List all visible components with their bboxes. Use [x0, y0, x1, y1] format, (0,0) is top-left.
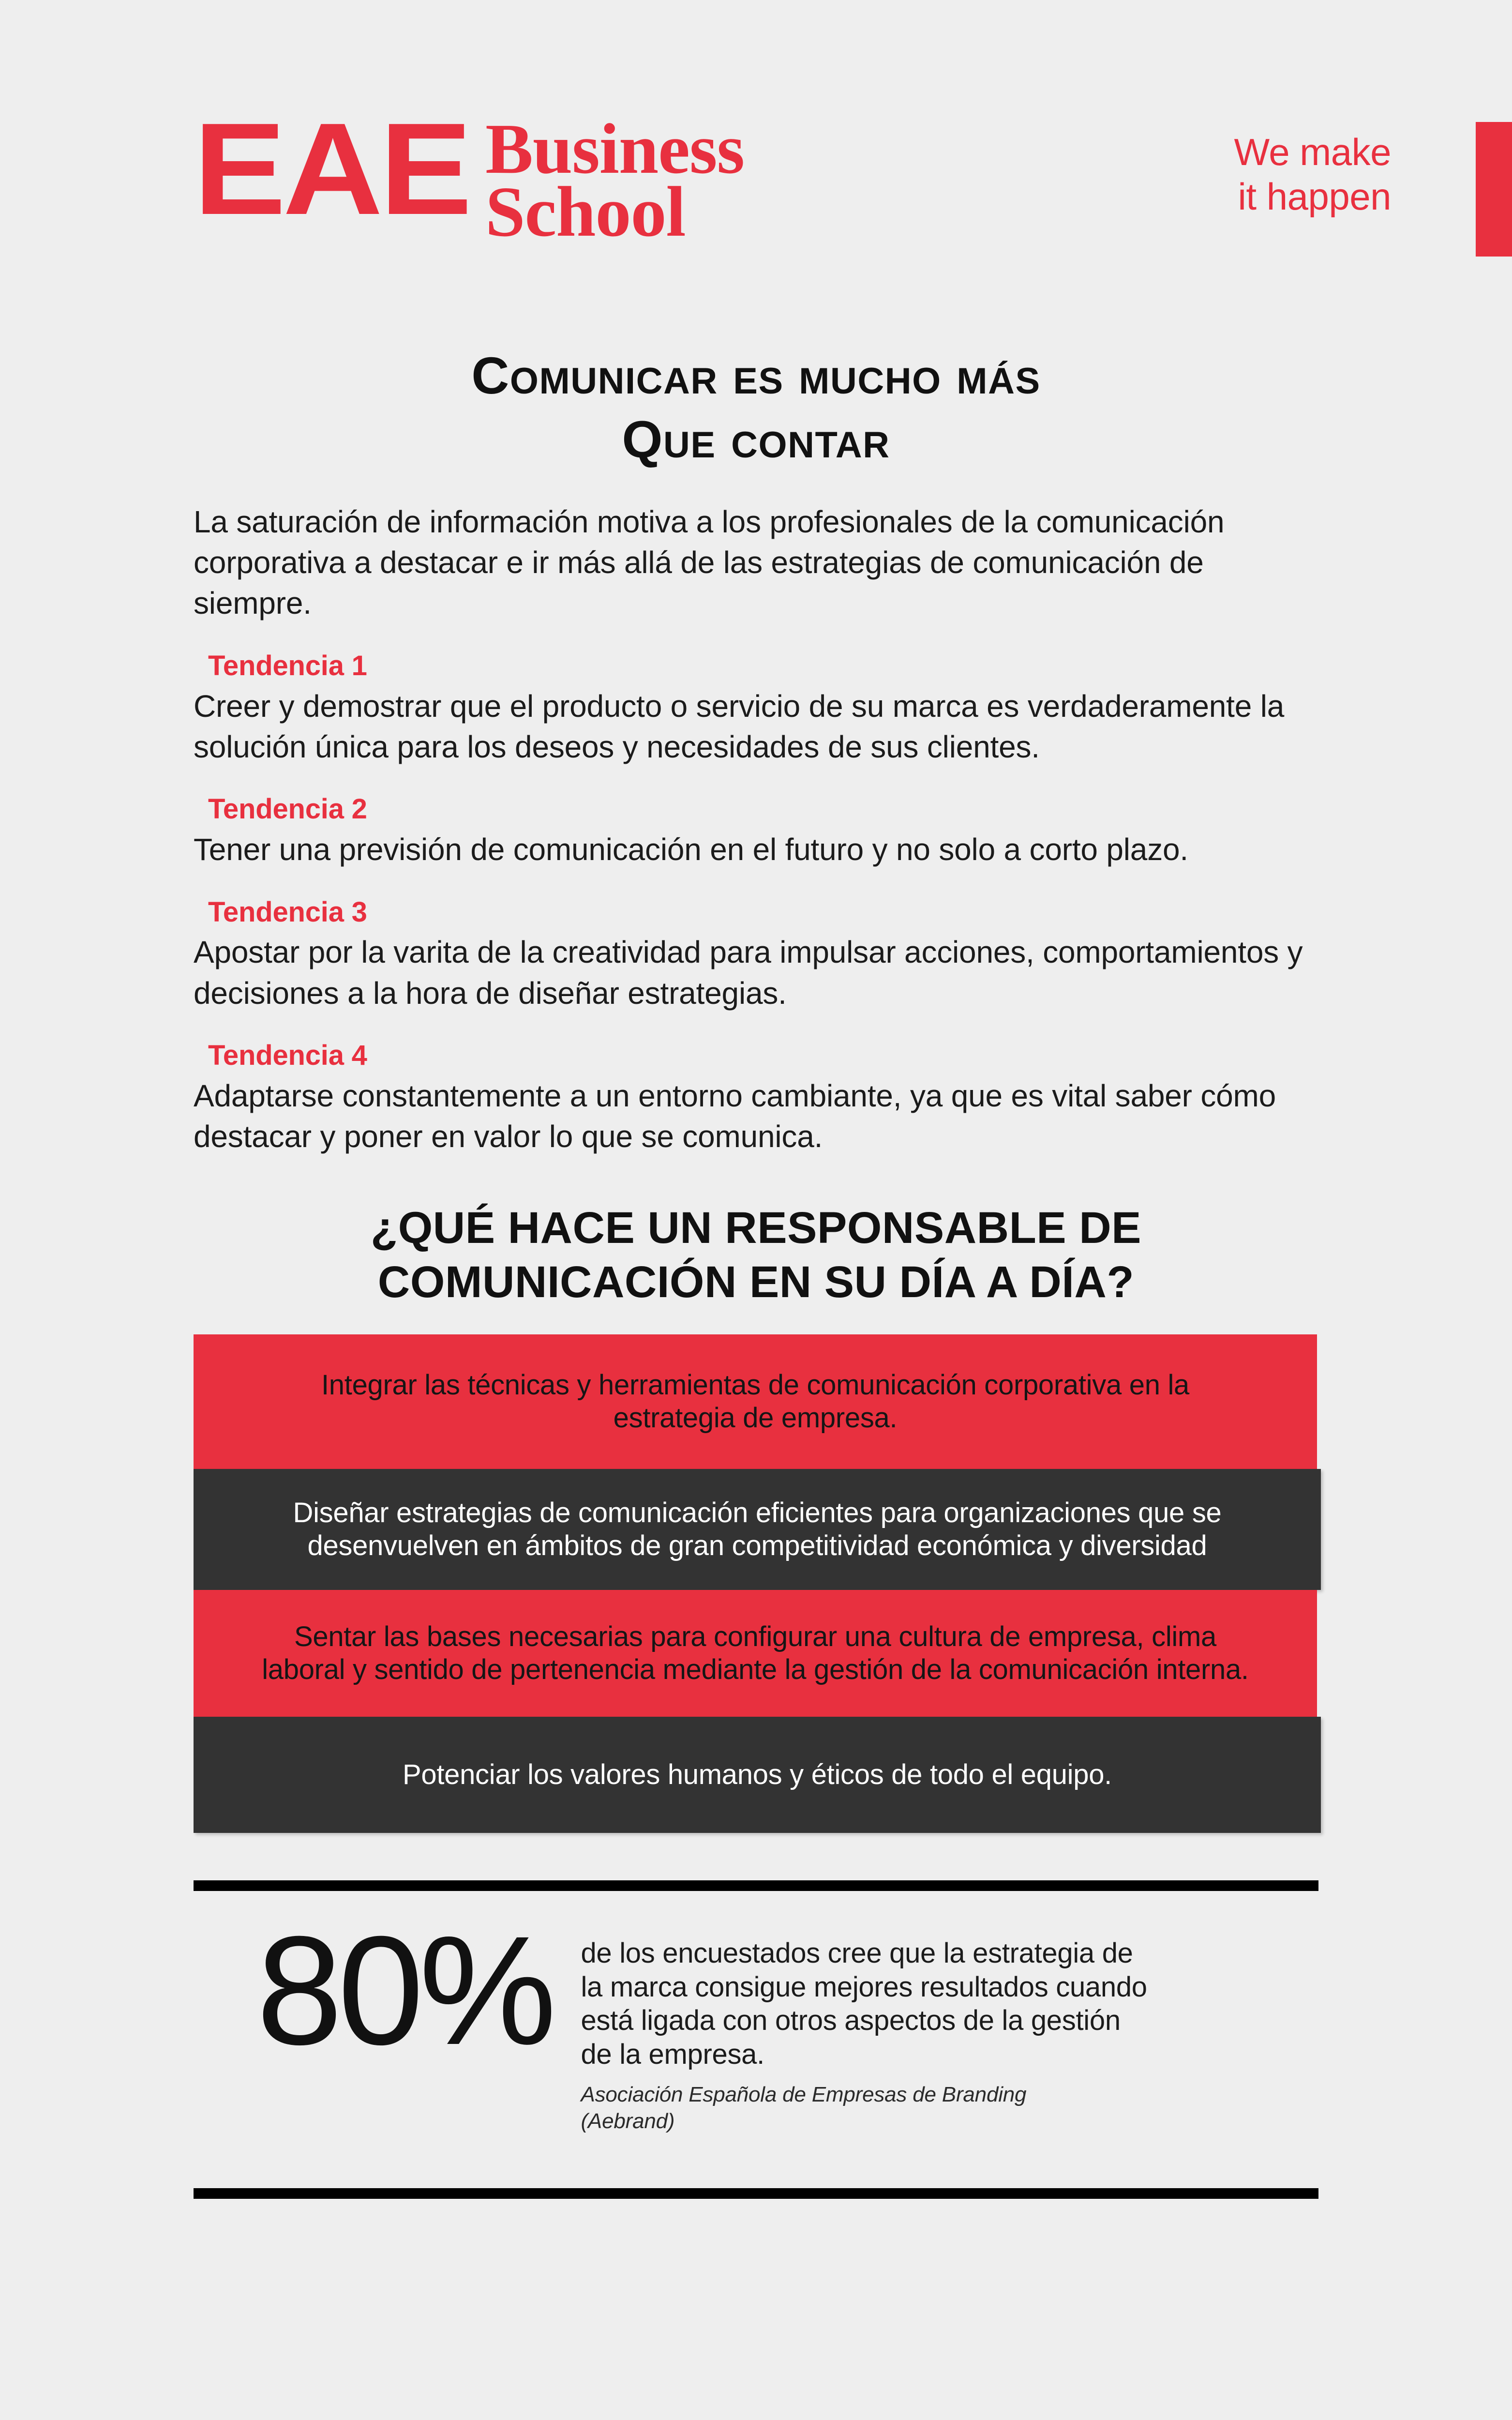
statistic-description: de los encuestados cree que la estrategia de la marca consigue mejores resultados cuando está ligada con otros aspectos de la gestión de la empresa.: [581, 1937, 1147, 2070]
trend-label-4: Tendencia 4: [208, 1040, 367, 1072]
responsibility-bar-1-text: Integrar las técnicas y herramientas de comunicación corporativa en la estrategia de empresa.: [321, 1369, 1190, 1434]
page-title: [0, 290, 1512, 471]
tagline-line-2: it happen: [1238, 175, 1391, 218]
trend-label-2: Tendencia 2: [208, 793, 367, 825]
body-column: [0, 501, 1512, 1157]
trend-label-3: Tendencia 3: [208, 896, 367, 928]
logo-word-business: Business: [485, 109, 745, 189]
divider-top: [194, 1880, 1318, 1891]
trend-text-4: Adaptarse constantemente a un entorno cambiante, ya que es vital saber cómo destacar y poner en valor lo que se comunica.: [194, 1078, 1276, 1154]
divider-bottom: [194, 2188, 1318, 2199]
brand-tagline: [1234, 130, 1392, 219]
responsibility-bar-1: [194, 1334, 1317, 1469]
eae-logo: [194, 96, 745, 252]
statistic-details: [581, 1936, 1152, 2134]
responsibility-bar-2-text: Diseñar estrategias de comunicación eficientes para organizaciones que se desenvuelven en ámbitos de gran competitividad económica y diversidad: [293, 1497, 1222, 1562]
eae-wordmark: EAE: [194, 96, 469, 242]
responsibility-bar-4: [194, 1717, 1321, 1833]
section-heading-responsibilities: [0, 1157, 1512, 1309]
statistic-source-line-2: (Aebrand): [581, 2109, 675, 2133]
logo-word-school: School: [485, 172, 686, 252]
responsibility-bar-3: [194, 1590, 1317, 1717]
trend-item-3: [194, 895, 1318, 1014]
statistic-block: [0, 1904, 1512, 2134]
main-content: [0, 290, 1512, 2199]
trend-text-3: Apostar por la varita de la creatividad para impulsar acciones, comportamientos y decisiones a la hora de diseñar estrategias.: [194, 935, 1303, 1011]
red-accent-tab: [1476, 122, 1512, 257]
page-title-line-2: Que contar: [622, 409, 890, 469]
responsibility-bar-3-text: Sentar las bases necesarias para configurar una cultura de empresa, clima laboral y sentido de pertenencia mediante la gestión de la comunicación interna.: [262, 1620, 1249, 1686]
tagline-line-1: We make: [1234, 131, 1391, 173]
trend-item-2: [194, 792, 1318, 870]
trend-item-1: [194, 649, 1318, 768]
trend-item-4: [194, 1039, 1318, 1157]
business-school-wordmark: [485, 109, 745, 252]
trend-label-1: Tendencia 1: [208, 650, 367, 681]
section-heading-line-2: COMUNICACIÓN EN SU DÍA A DÍA?: [377, 1257, 1135, 1307]
responsibility-bar-2: [194, 1469, 1321, 1590]
intro-paragraph: La saturación de información motiva a los profesionales de la comunicación corporativa a destacar e ir más allá de las estrategias de comunicación de siempre.: [194, 504, 1225, 621]
page-title-line-1: Comunicar es mucho más: [471, 346, 1041, 405]
trend-text-1: Creer y demostrar que el producto o servicio de su marca es verdaderamente la solución única para los deseos y necesidades de sus clientes.: [194, 688, 1285, 764]
section-heading-line-1: ¿QUÉ HACE UN RESPONSABLE DE: [371, 1203, 1141, 1253]
trend-text-2: Tener una previsión de comunicación en el futuro y no solo a corto plazo.: [194, 832, 1188, 867]
statistic-source: [581, 2082, 1152, 2134]
statistic-value: 80%: [256, 1904, 552, 2077]
responsibility-bar-list: [0, 1334, 1512, 1833]
statistic-source-line-1: Asociación Española de Empresas de Branding: [581, 2083, 1027, 2107]
page-header: [0, 0, 1512, 290]
responsibility-bar-4-text: Potenciar los valores humanos y éticos de todo el equipo.: [402, 1758, 1112, 1790]
